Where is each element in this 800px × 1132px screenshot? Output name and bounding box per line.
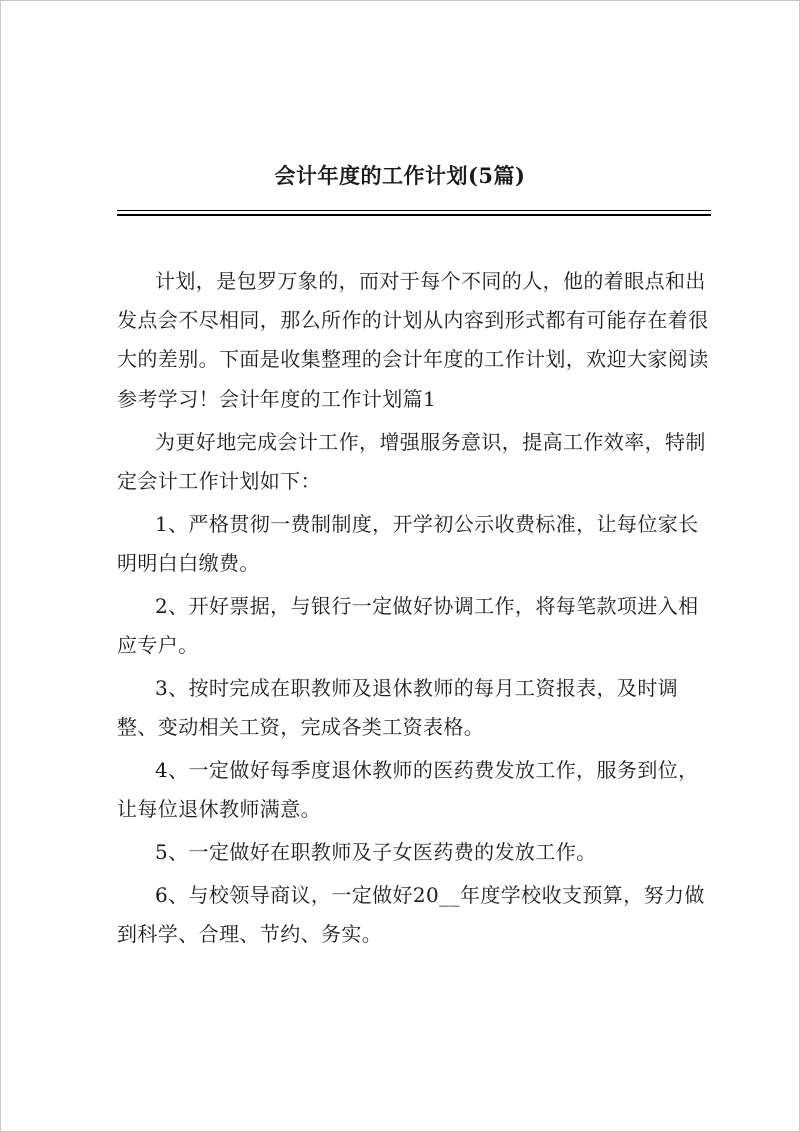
paragraph-purpose: 为更好地完成会计工作，增强服务意识，提高工作效率，特制定会计工作计划如下： [117, 429, 706, 493]
list-item-6: 6、与校领导商议，一定做好20__年度学校收支预算，努力做到科学、合理、节约、务实。 [117, 882, 705, 947]
list-item-3: 3、按时完成在职教师及退休教师的每月工资报表，及时调整、变动相关工资，完成各类工资表格。 [117, 675, 679, 739]
paragraph-intro: 计划，是包罗万象的，而对于每个不同的人，他的着眼点和出发点会不尽相同，那么所作的计划从内容到形式都有可能存在着很大的差别。下面是收集整理的会计年度的工作计划，欢迎大家阅读参考学习！会计年度的工作计划篇1 [117, 269, 709, 411]
title-rule-thin [117, 210, 711, 211]
document-body [117, 262, 717, 954]
list-item-4: 4、一定做好每季度退休教师的医药费发放工作，服务到位，让每位退休教师满意。 [117, 757, 699, 822]
title-rule-thick [117, 214, 711, 216]
list-item-5: 5、一定做好在职教师及子女医药费的发放工作。 [155, 839, 597, 864]
document-title: 会计年度的工作计划(5篇) [274, 163, 526, 188]
list-item-1: 1、严格贯彻一费制制度，开学初公示收费标准，让每位家长明明白白缴费。 [117, 511, 699, 575]
list-item-2: 2、开好票据，与银行一定做好协调工作，将每笔款项进入相应专户。 [117, 593, 699, 657]
